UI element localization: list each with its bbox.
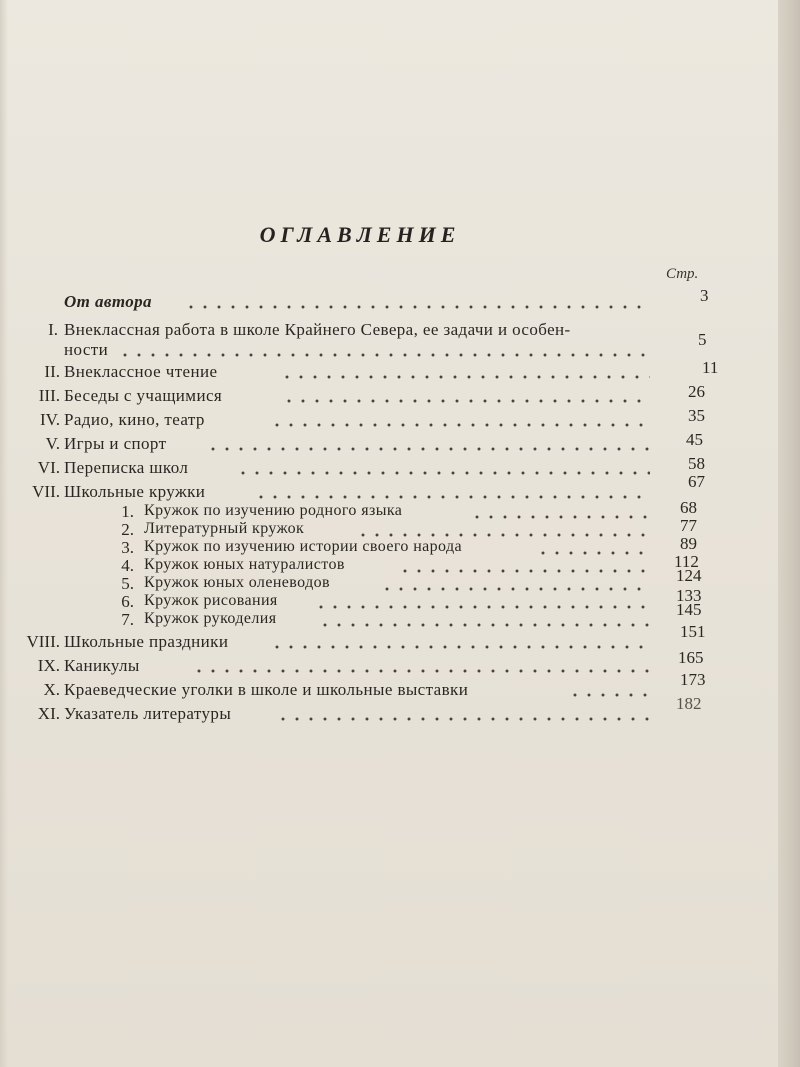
toc-entry-text: Радио, кино, театр xyxy=(64,410,205,429)
leader-dots xyxy=(236,458,650,480)
toc-entry-number: VI. xyxy=(37,458,60,477)
toc-entry-page: 77 xyxy=(680,516,697,535)
toc-entry-text: Внеклассная работа в школе Крайнего Севера, ее задачи и особен- xyxy=(64,320,571,339)
toc-entry-number: 4. xyxy=(121,556,134,575)
toc-entry-number: 1. xyxy=(121,502,134,521)
toc-entry-text: Беседы с учащимися xyxy=(64,386,223,405)
toc-entry-text: Кружок юных оленеводов xyxy=(144,574,330,591)
toc-entry-number: VIII. xyxy=(26,632,60,651)
toc-entry-page: 26 xyxy=(688,382,705,401)
toc-entry-number: I. xyxy=(48,320,58,339)
toc-entry-text: Каникулы xyxy=(64,656,140,675)
toc-entry-text: Школьные кружки xyxy=(64,482,206,501)
leader-dots xyxy=(192,656,650,678)
toc-entry-page: 68 xyxy=(680,498,697,517)
leader-dots xyxy=(276,704,650,726)
toc-entry-number: 2. xyxy=(121,520,134,539)
toc-entry-chapter-1-cont xyxy=(0,340,800,362)
toc-entry-foreword xyxy=(0,286,800,314)
toc-entry-text: Указатель литературы xyxy=(64,704,232,723)
toc-entry-number: 6. xyxy=(121,592,134,611)
toc-entry-page: 11 xyxy=(702,358,719,377)
leader-dots xyxy=(206,434,650,456)
toc-entry-text: Краеведческие уголки в школе и школьные выставки xyxy=(64,680,469,699)
leader-dots xyxy=(270,410,650,432)
toc-entry-text-continued: ности xyxy=(64,340,109,359)
toc-entry-text: Переписка школ xyxy=(64,458,189,477)
toc-entry-chapter-2 xyxy=(0,358,800,384)
toc-entry-text: Кружок по изучению истории своего народа xyxy=(144,538,463,555)
toc-entry-page: 165 xyxy=(678,648,704,667)
toc-entry-page: 112 xyxy=(674,552,699,571)
toc-entry-number: III. xyxy=(38,386,60,405)
leader-dots xyxy=(118,340,650,362)
leader-dots xyxy=(270,632,650,654)
toc-entry-text: От автора xyxy=(64,292,152,311)
toc-entry-page: 173 xyxy=(680,670,706,689)
toc-list xyxy=(0,288,800,728)
toc-title: ОГЛАВЛЕНИЕ xyxy=(259,222,461,247)
leader-dots xyxy=(184,292,650,314)
toc-entry-text: Кружок по изучению родного языка xyxy=(144,502,403,519)
toc-entry-number: IX. xyxy=(37,656,60,675)
toc-entry-page: 67 xyxy=(688,472,705,491)
toc-entry-number: 5. xyxy=(121,574,134,593)
toc-entry-number: X. xyxy=(43,680,60,699)
toc-entry-text: Кружок рукоделия xyxy=(144,610,277,627)
toc-entry-number: V. xyxy=(45,434,60,453)
leader-dots xyxy=(282,386,650,408)
page-column-label: Стр. xyxy=(666,266,699,282)
toc-entry-number: XI. xyxy=(37,704,60,723)
toc-entry-chapter-6 xyxy=(0,454,800,480)
toc-entry-page: 124 xyxy=(676,566,702,585)
toc-entry-chapter-5 xyxy=(0,430,800,456)
toc-entry-page: 45 xyxy=(686,430,703,449)
toc-entry-page: 89 xyxy=(680,534,697,553)
toc-entry-text: Кружок юных натуралистов xyxy=(144,556,345,573)
toc-entry-chapter-3 xyxy=(0,382,800,408)
toc-entry-number: 3. xyxy=(121,538,134,557)
toc-entry-number: IV. xyxy=(40,410,60,429)
toc-entry-page: 35 xyxy=(688,406,705,425)
leader-dots xyxy=(318,610,650,632)
toc-entry-text: Школьные праздники xyxy=(64,632,229,651)
toc-entry-text: Кружок рисования xyxy=(144,592,278,609)
toc-entry-number: 7. xyxy=(121,610,134,629)
toc-entry-chapter-4 xyxy=(0,406,800,432)
toc-entry-page: 3 xyxy=(700,286,709,305)
toc-entry-page: 5 xyxy=(698,330,707,349)
toc-entry-chapter-11 xyxy=(0,694,800,726)
toc-entry-number: VII. xyxy=(32,482,60,501)
toc-entry-text: Литературный кружок xyxy=(144,520,305,537)
leader-dots xyxy=(280,362,650,384)
toc-entry-page: 133 xyxy=(676,586,702,605)
toc-entry-page: 145 xyxy=(676,600,702,619)
toc-entry-chapter-1 xyxy=(0,320,800,349)
leader-dots xyxy=(568,680,650,702)
leader-dots xyxy=(254,482,650,504)
toc-entry-text: Игры и спорт xyxy=(64,434,167,453)
toc-entry-page: 58 xyxy=(688,454,705,473)
toc-entry-text: Внеклассное чтение xyxy=(64,362,218,381)
toc-entry-page: 151 xyxy=(680,622,706,641)
toc-entry-number: II. xyxy=(44,362,60,381)
toc-entry-page: 182 xyxy=(676,694,702,713)
